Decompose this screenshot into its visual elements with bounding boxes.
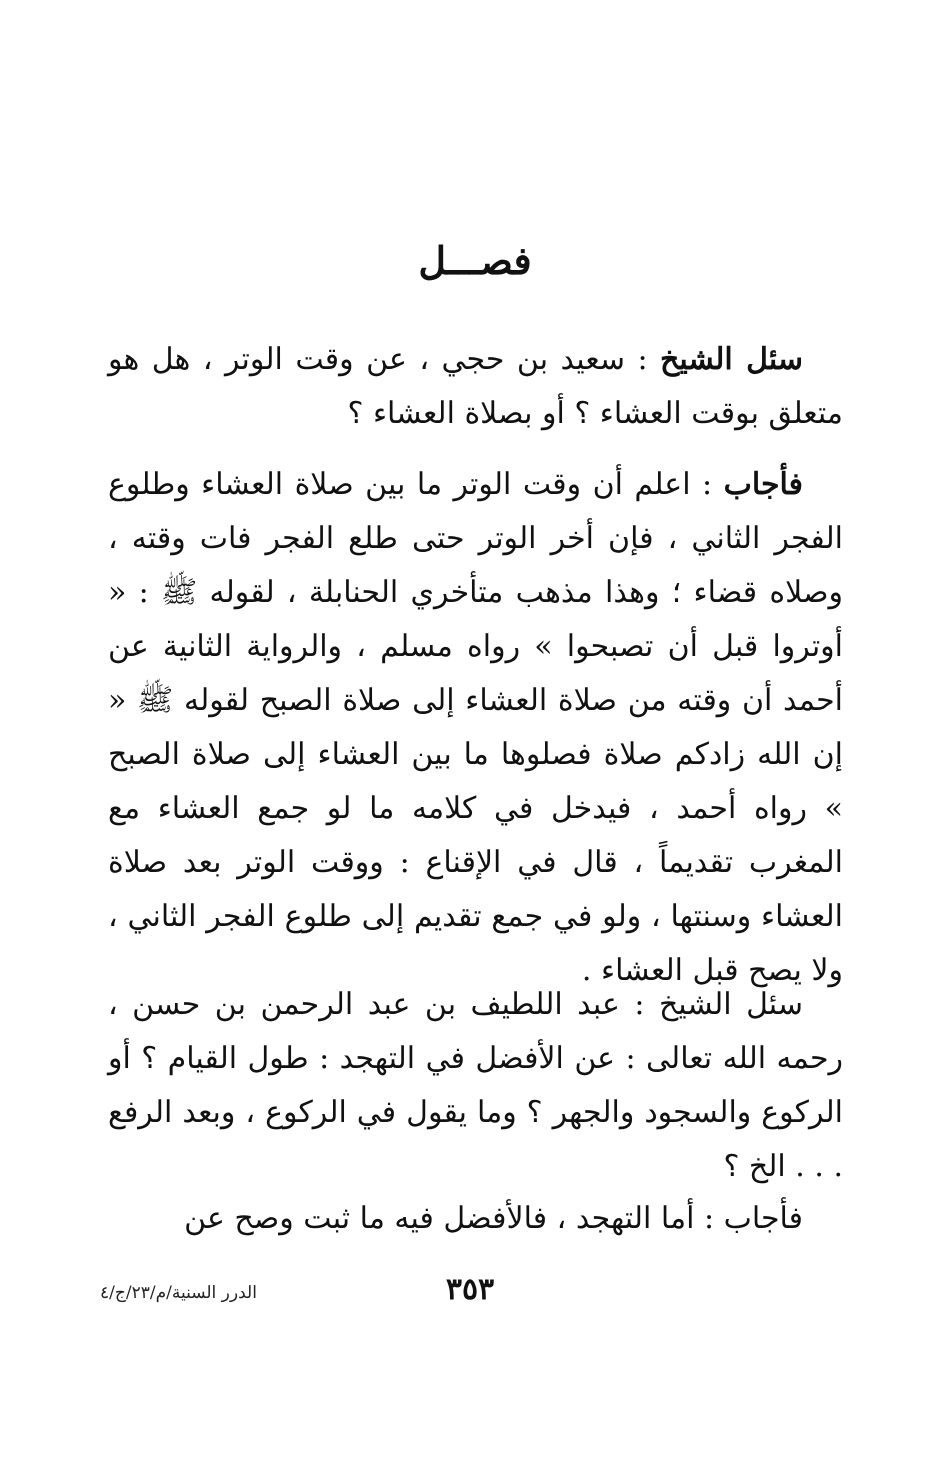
- answer-text: : اعلم أن وقت الوتر ما بين صلاة العشاء وطلوع الفجر الثاني ، فإن أخر الوتر حتى طلع الفجر فات وقته ، وصلاه قضاء ؛ وهذا مذهب متأخري الحنابلة ، لقوله ﷺ : « أوتروا قبل أن تصبحوا » رواه مسلم ، والرواية الثانية عن أحمد أن وقته من صلاة العشاء إلى صلاة الصبح لقوله ﷺ « إن الله زادكم صلاة فصلوها ما بين العشاء إلى صلاة الصبح » رواه أحمد ، فيدخل في كلامه ما لو جمع العشاء مع المغرب تقديماً ، قال في الإقناع : ووقت الوتر بعد صلاة العشاء وسنتها ، ولو في جمع تقديم إلى طلوع الفجر الثاني ، ولا يصح قبل العشاء .: [108, 467, 843, 988]
- answer-lead: فأجاب: [723, 467, 803, 502]
- question-paragraph-1: [108, 333, 843, 441]
- section-title: فصـــل: [418, 238, 532, 283]
- question-text: : سعيد بن حجي ، عن وقت الوتر ، هل هو متعلق بوقت العشاء ؟ أو بصلاة العشاء ؟: [108, 342, 843, 431]
- question-paragraph-2: [108, 978, 843, 1194]
- answer-2-text: فأجاب : أما التهجد ، فالأفضل فيه ما ثبت وصح عن: [184, 1201, 803, 1236]
- question-2-text: سئل الشيخ : عبد اللطيف بن عبد الرحمن بن حسن ، رحمه الله تعالى : عن الأفضل في التهجد : طول القيام ؟ أو الركوع والسجود والجهر ؟ وما يقول في الركوع ، وبعد الرفع . . . الخ ؟: [108, 987, 843, 1184]
- question-lead: سئل الشيخ: [660, 342, 804, 377]
- page-number: ٣٥٣: [445, 1272, 495, 1307]
- answer-paragraph-2: [108, 1192, 843, 1246]
- answer-paragraph-1: [108, 458, 843, 998]
- footer-reference: الدرر السنية/م/٢٣/ج/٤: [100, 1283, 257, 1303]
